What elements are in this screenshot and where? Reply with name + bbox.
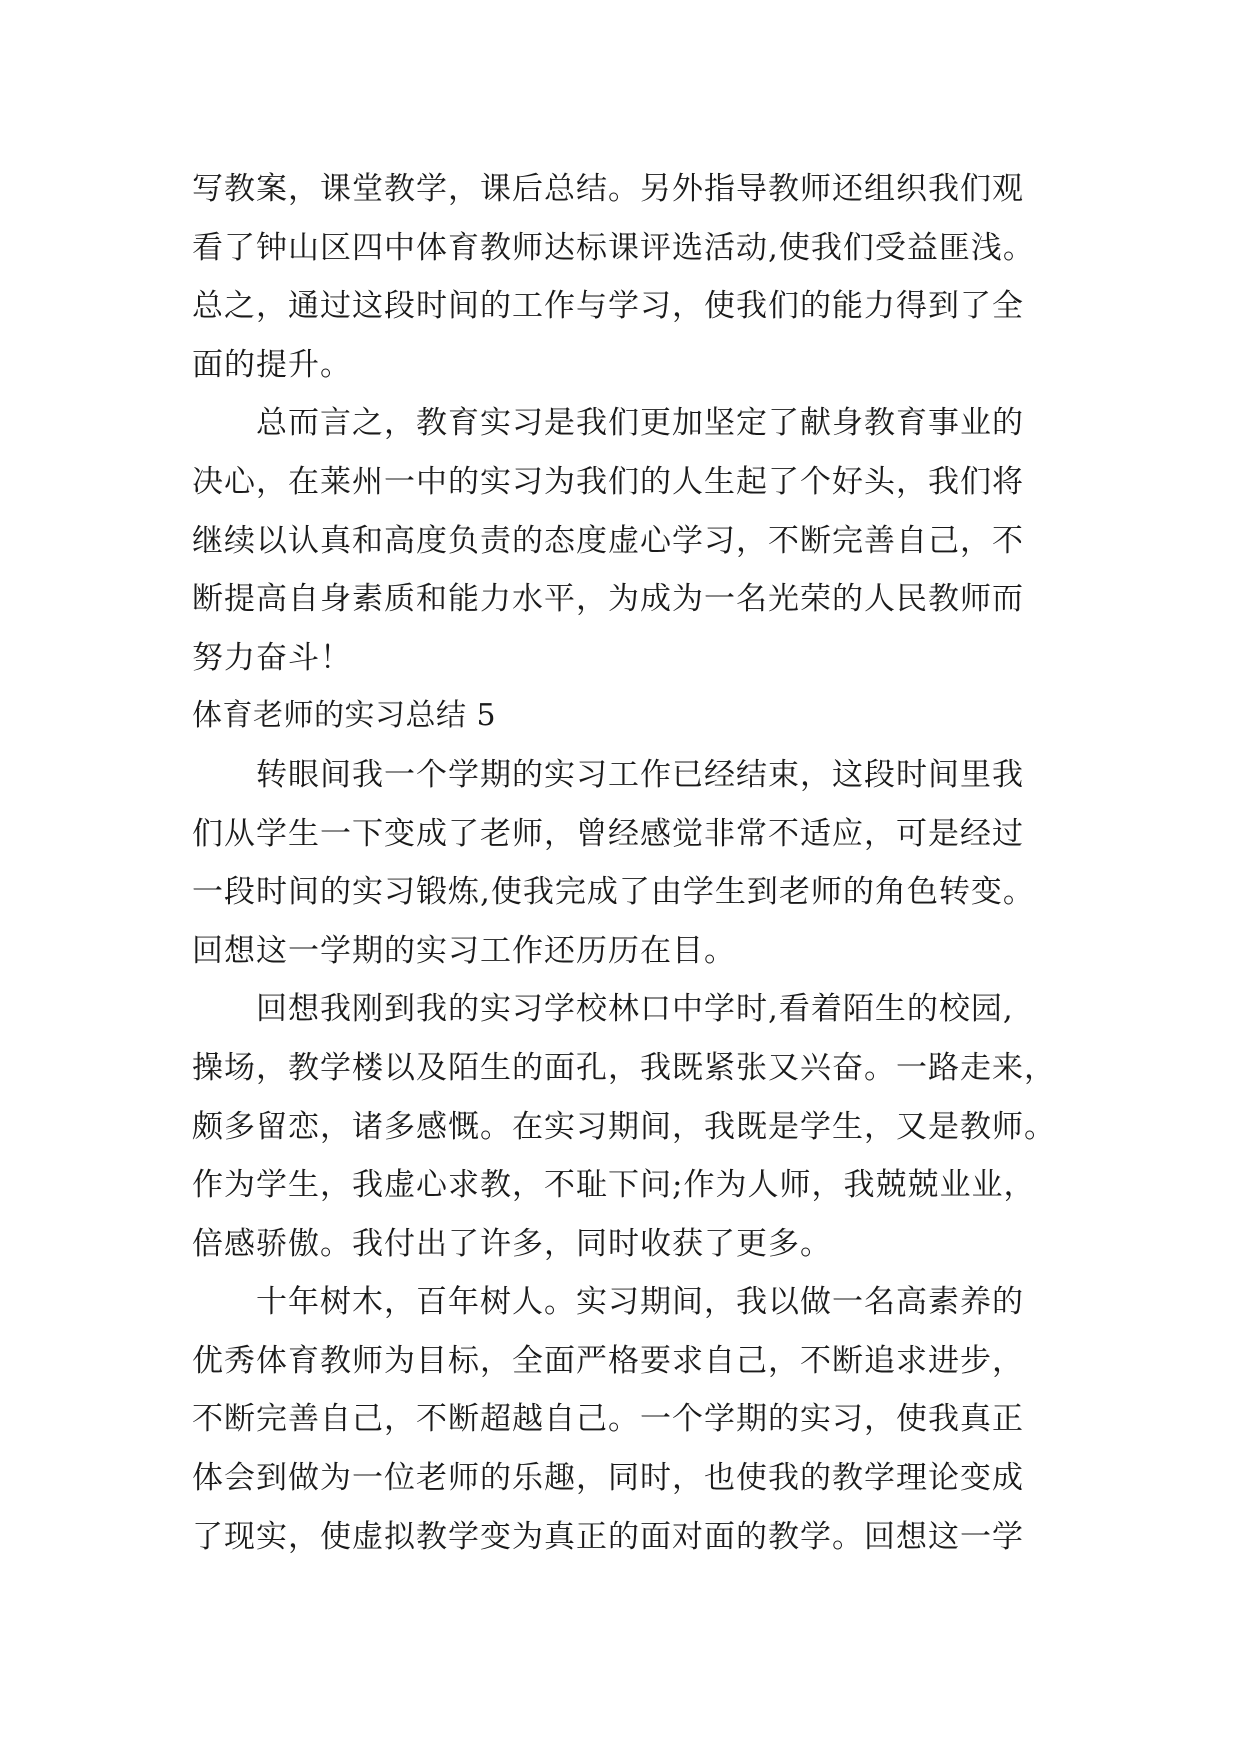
- text-line: 总之，通过这段时间的工作与学习，使我们的能力得到了全: [192, 288, 1024, 325]
- text-line: 继续以认真和高度负责的态度虚心学习，不断完善自己，不: [192, 522, 1024, 559]
- text-line: 总而言之，教育实习是我们更加坚定了献身教育事业的: [192, 405, 1024, 442]
- text-line: 决心，在莱州一中的实习为我们的人生起了个好头，我们将: [192, 463, 1024, 500]
- text-line: 看了钟山区四中体育教师达标课评选活动,使我们受益匪浅。: [192, 229, 1035, 266]
- text-line: 不断完善自己，不断超越自己。一个学期的实习，使我真正: [192, 1401, 1024, 1438]
- document-body: [192, 160, 1092, 1566]
- section-heading: 体育老师的实习总结 5: [192, 698, 497, 734]
- text-line: 回想我刚到我的实习学校林口中学时,看着陌生的校园,: [192, 991, 1014, 1028]
- text-line: 回想这一学期的实习工作还历历在目。: [192, 932, 736, 969]
- text-line: 操场，教学楼以及陌生的面孔，我既紧张又兴奋。一路走来，: [192, 1049, 1056, 1086]
- text-line: 体会到做为一位老师的乐趣，同时，也使我的教学理论变成: [192, 1460, 1024, 1497]
- text-line: 转眼间我一个学期的实习工作已经结束，这段时间里我: [192, 756, 1024, 793]
- text-line: 作为学生，我虚心求教，不耻下问;作为人师，我兢兢业业，: [192, 1167, 1036, 1204]
- text-line: 们从学生一下变成了老师，曾经感觉非常不适应，可是经过: [192, 815, 1024, 852]
- text-line: 一段时间的实习锻炼,使我完成了由学生到老师的角色转变。: [192, 874, 1035, 911]
- text-line: 优秀体育教师为目标，全面严格要求自己，不断追求进步，: [192, 1342, 1024, 1379]
- text-line: 断提高自身素质和能力水平，为成为一名光荣的人民教师而: [192, 581, 1024, 618]
- text-line: 颇多留恋，诸多感慨。在实习期间，我既是学生，又是教师。: [192, 1108, 1056, 1145]
- text-line: 了现实，使虚拟教学变为真正的面对面的教学。回想这一学: [192, 1518, 1024, 1555]
- text-line: 写教案，课堂教学，课后总结。另外指导教师还组织我们观: [192, 171, 1024, 207]
- text-line: 面的提升。: [192, 346, 352, 383]
- text-line: 努力奋斗！: [192, 639, 352, 676]
- text-line: 十年树木，百年树人。实习期间，我以做一名高素养的: [192, 1284, 1024, 1321]
- text-line: 倍感骄傲。我付出了许多，同时收获了更多。: [192, 1225, 832, 1262]
